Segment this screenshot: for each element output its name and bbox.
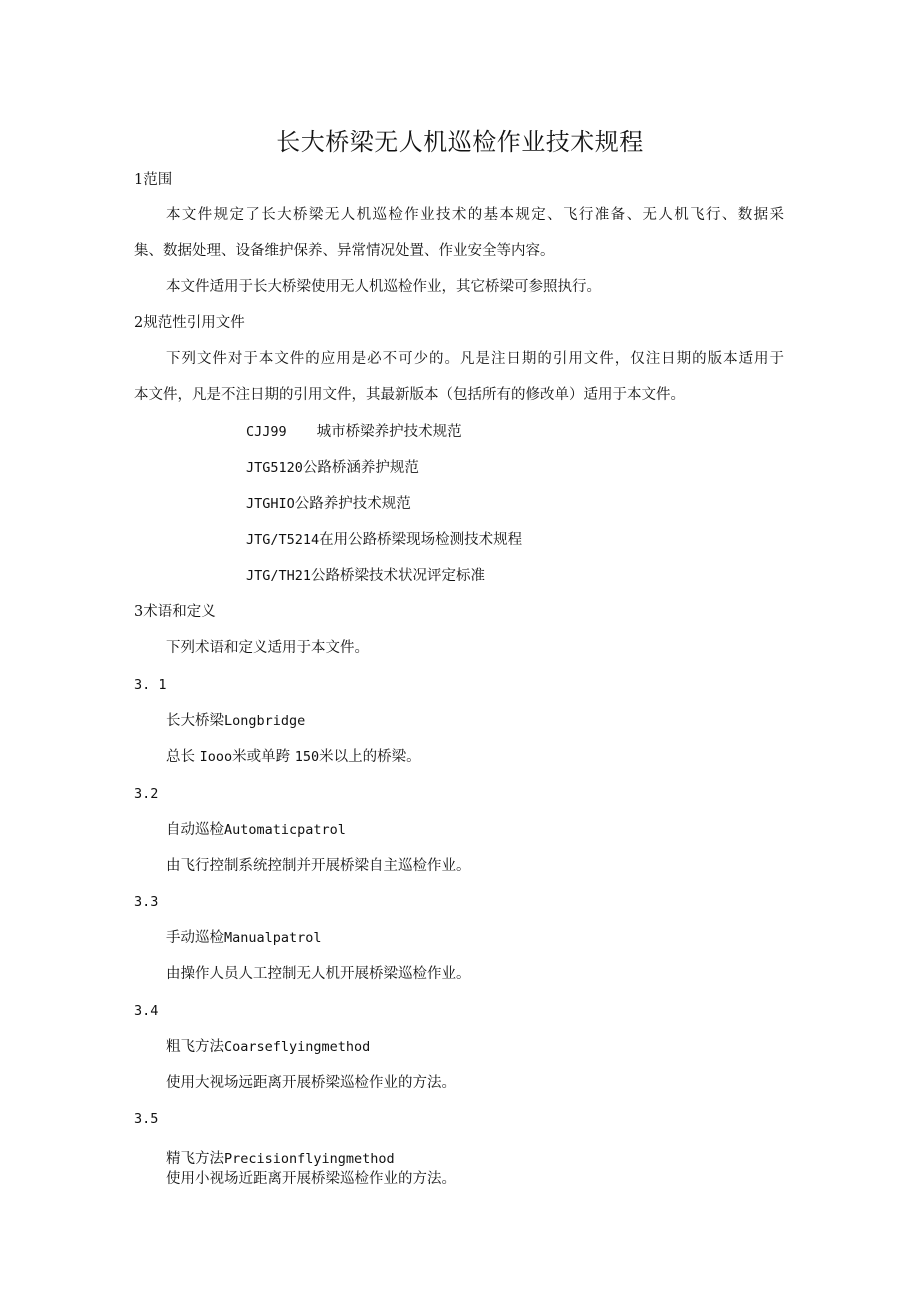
reference-code: CJJ99	[246, 424, 287, 440]
section-1-para-1-line-1: 本文件规定了长大桥梁无人机巡检作业技术的基本规定、飞行准备、无人机飞行、数据采	[166, 207, 784, 223]
term-title	[166, 820, 346, 840]
term-chinese: 手动巡检	[166, 930, 224, 946]
reference-code: JTGHIO	[246, 496, 295, 512]
term-definition: 由飞行控制系统控制并开展桥梁自主巡检作业。	[166, 858, 471, 874]
term-number: 3.2	[134, 786, 159, 802]
section-1-heading: 1范围	[134, 172, 173, 188]
definition-number: 150	[294, 749, 320, 765]
section-1-para-1-line-2: 集、数据处理、设备维护保养、异常情况处置、作业安全等内容。	[134, 243, 555, 259]
term-definition: 使用小视场近距离开展桥梁巡检作业的方法。	[166, 1171, 456, 1187]
reference-item	[246, 422, 462, 442]
term-number: 3.3	[134, 894, 159, 910]
term-english: Longbridge	[224, 713, 306, 729]
reference-title: 城市桥梁养护技术规范	[316, 424, 462, 440]
term-chinese: 粗飞方法	[166, 1039, 224, 1055]
term-definition	[166, 747, 421, 767]
reference-title: 在用公路桥梁现场检测技术规程	[319, 532, 523, 548]
term-chinese: 自动巡检	[166, 822, 224, 838]
term-number: 3.5	[134, 1111, 159, 1127]
term-english: Manualpatrol	[224, 930, 322, 946]
definition-number: Iooo	[199, 749, 233, 765]
section-2-para-line-2: 本文件，凡是不注日期的引用文件，其最新版本（包括所有的修改单）适用于本文件。	[134, 387, 685, 403]
term-number: 3.4	[134, 1003, 159, 1019]
reference-item	[246, 566, 485, 586]
reference-code: JTG5120	[246, 460, 303, 476]
reference-item	[246, 458, 419, 478]
term-chinese: 精飞方法	[166, 1151, 224, 1167]
reference-code: JTG/TH21	[246, 568, 312, 584]
definition-text: 米以上的桥梁。	[319, 749, 421, 765]
section-1-para-2: 本文件适用于长大桥梁使用无人机巡检作业，其它桥梁可参照执行。	[166, 279, 601, 295]
section-2-para-line-1: 下列文件对于本文件的应用是必不可少的。凡是注日期的引用文件，仅注日期的版本适用于	[166, 351, 784, 367]
term-english: Automaticpatrol	[224, 822, 346, 838]
term-english: Precisionflyingmethod	[224, 1151, 395, 1167]
reference-title: 公路养护技术规范	[294, 496, 411, 512]
term-title	[166, 1037, 370, 1057]
reference-title: 公路桥梁技术状况评定标准	[311, 568, 486, 584]
reference-item	[246, 494, 411, 514]
term-number: 3. 1	[134, 677, 167, 693]
term-title	[166, 928, 322, 948]
term-english: Coarseflyingmethod	[224, 1039, 371, 1055]
definition-text: 米或单跨	[232, 749, 291, 765]
document-title: 长大桥梁无人机巡检作业技术规程	[276, 128, 644, 156]
term-definition: 使用大视场远距离开展桥梁巡检作业的方法。	[166, 1075, 456, 1091]
reference-code: JTG/T5214	[246, 532, 320, 548]
section-2-heading: 2规范性引用文件	[134, 315, 245, 331]
term-chinese: 长大桥梁	[166, 713, 224, 729]
term-title	[166, 711, 305, 731]
term-title	[166, 1149, 395, 1169]
term-definition: 由操作人员人工控制无人机开展桥梁巡检作业。	[166, 966, 471, 982]
definition-text: 总长	[166, 749, 195, 765]
section-3-intro: 下列术语和定义适用于本文件。	[166, 640, 369, 656]
section-3-heading: 3术语和定义	[134, 604, 216, 620]
reference-item	[246, 530, 522, 550]
reference-title: 公路桥涵养护规范	[302, 460, 419, 476]
